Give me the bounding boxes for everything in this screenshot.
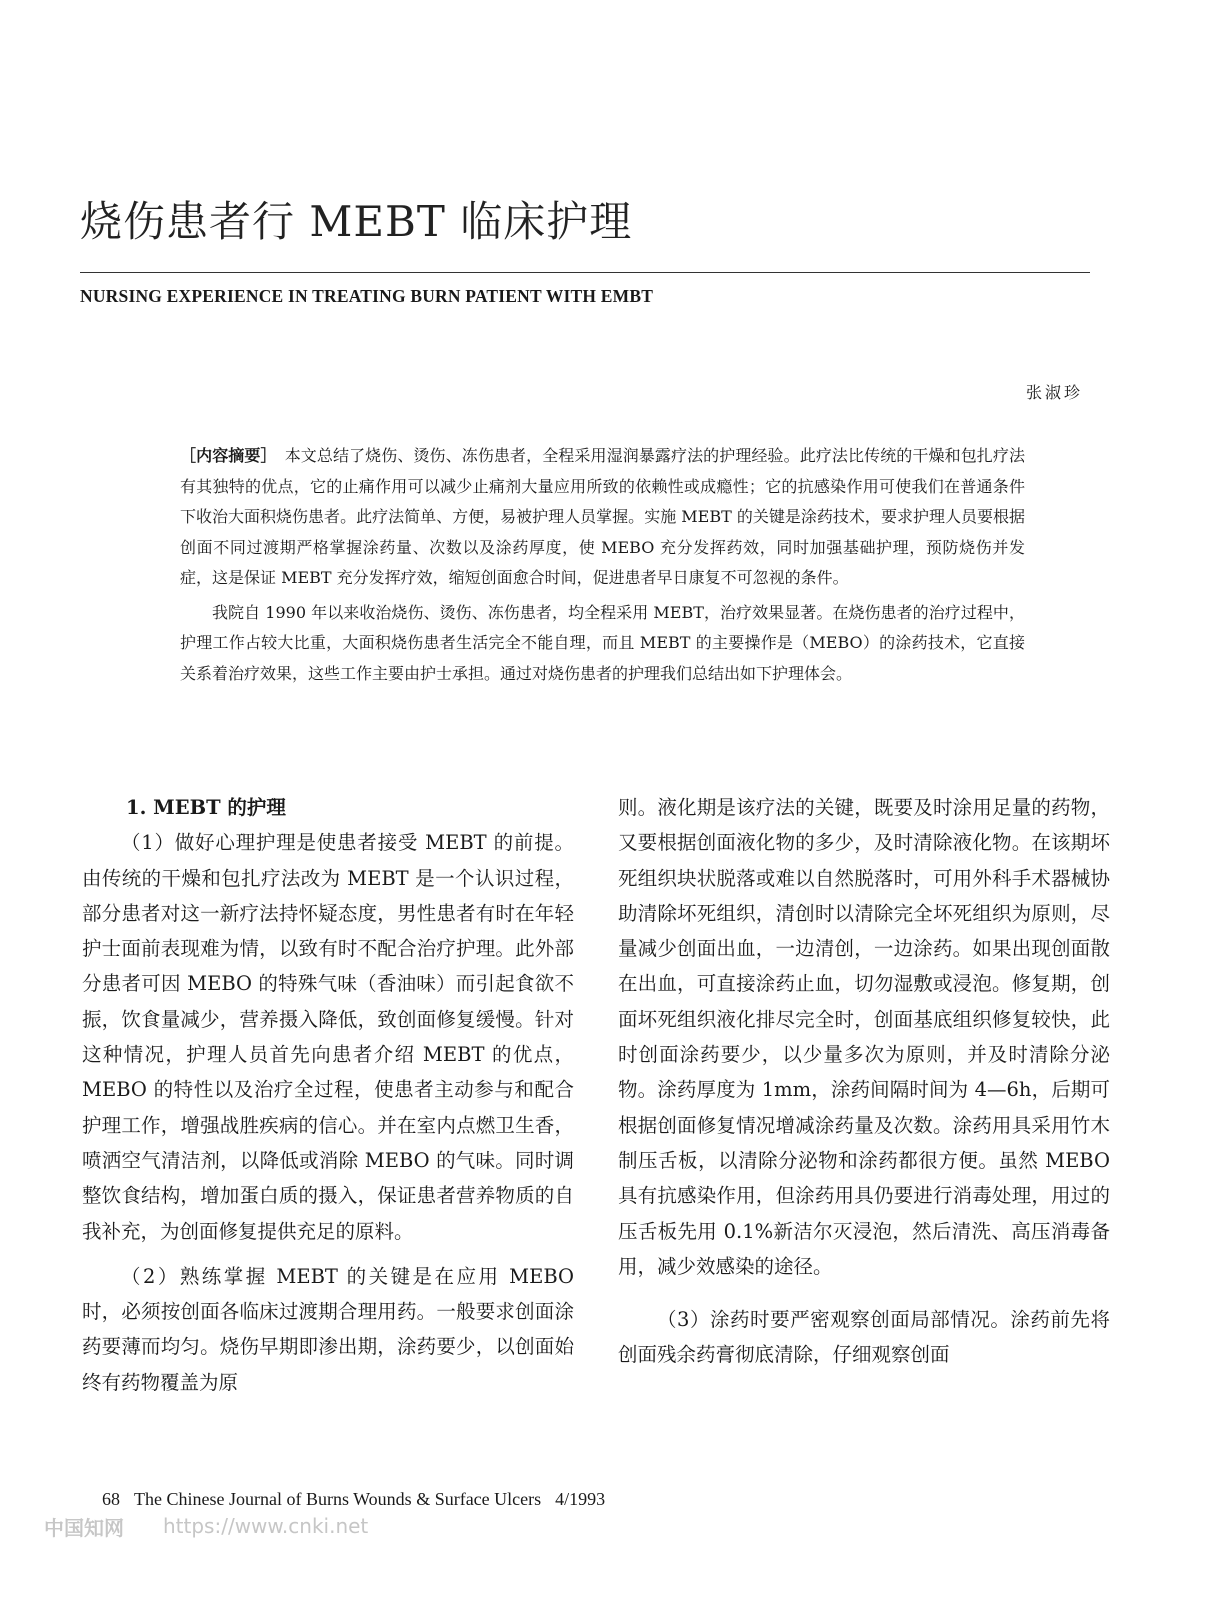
author-name: 张淑珍 bbox=[1026, 383, 1084, 402]
title-divider bbox=[80, 272, 1090, 273]
body-paragraph-1: （1）做好心理护理是使患者接受 MEBT 的前提。由传统的干燥和包扎疗法改为 MEBT 是一个认识过程，部分患者对这一新疗法持怀疑态度，男性患者有时在年轻护士面前表现难为情，以致有时不配合治疗护理。此外部分患者可因 MEBO 的特殊气味（香油味）而引起食欲不振，饮食量减少，营养摄入降低，致创面修复缓慢。针对这种情况，护理人员首先向患者介绍 MEBT 的优点，MEBO 的特性以及治疗全过程，使患者主动参与和配合护理工作，增强战胜疾病的信心。并在室内点燃卫生香，喷洒空气清洁剂，以降低或消除 MEBO 的气味。同时调整饮食结构，增加蛋白质的摄入，保证患者营养物质的自我补充，为创面修复提供充足的原料。 bbox=[82, 831, 574, 1243]
abstract-paragraph bbox=[180, 441, 1025, 594]
introduction-paragraph: 我院自 1990 年以来收治烧伤、烫伤、冻伤患者，均全程采用 MEBT，治疗效果显著。在烧伤患者的治疗过程中，护理工作占较大比重，大面积烧伤患者生活完全不能自理，而且 MEBT 的主要操作是（MEBO）的涂药技术，它直接关系着治疗效果，这些工作主要由护士承担。通过对烧伤患者的护理我们总结出如下护理体会。 bbox=[180, 602, 1025, 683]
page-number: 68 bbox=[102, 1489, 120, 1509]
section-heading: 1. MEBT 的护理 bbox=[126, 796, 286, 819]
article-title-chinese: 烧伤患者行 MEBT 临床护理 bbox=[80, 197, 633, 246]
page-footer bbox=[102, 1489, 619, 1510]
journal-name: The Chinese Journal of Burns Wounds & Surface Ulcers bbox=[134, 1489, 542, 1509]
body-paragraph-3: （3）涂药时要严密观察创面局部情况。涂药前先将创面残余药膏彻底清除，仔细观察创面 bbox=[618, 1308, 1110, 1367]
body-paragraph-2: （2）熟练掌握 MEBT 的关键是在应用 MEBO 时，必须按创面各临床过渡期合理用药。一般要求创面涂药要薄而均匀。烧伤早期即渗出期，涂药要少，以创面始终有药物覆盖为原 bbox=[82, 1264, 574, 1394]
body-column-right bbox=[618, 790, 1110, 1373]
body-column-left bbox=[82, 790, 574, 1400]
body-paragraph-2-continued: 则。液化期是该疗法的关键，既要及时涂用足量的药物，又要根据创面液化物的多少，及时清除液化物。在该期坏死组织块状脱落或难以自然脱落时，可用外科手术器械协助清除坏死组织，清创时以清除完全坏死组织为原则，尽量减少创面出血，一边清创，一边涂药。如果出现创面散在出血，可直接涂药止血，切勿湿敷或浸泡。修复期，创面坏死组织液化排尽完全时，创面基底组织修复较快，此时创面涂药要少，以少量多次为原则，并及时清除分泌物。涂药厚度为 1mm，涂药间隔时间为 4—6h，后期可根据创面修复情况增减涂药量及次数。涂药用具采用竹木制压舌板，以清除分泌物和涂药都很方便。虽然 MEBO 具有抗感染作用，但涂药用具仍要进行消毒处理，用过的压舌板先用 0.1%新洁尔灭浸泡，然后清洗、高压消毒备用，减少效感染的途径。 bbox=[618, 796, 1110, 1278]
issue-number: 4/1993 bbox=[555, 1489, 606, 1509]
abstract-label: ［内容摘要］ bbox=[180, 446, 269, 465]
watermark-url: https://www.cnki.net bbox=[163, 1514, 369, 1538]
abstract-text: 本文总结了烧伤、烫伤、冻伤患者，全程采用湿润暴露疗法的护理经验。此疗法比传统的干燥和包扎疗法有其独特的优点，它的止痛作用可以减少止痛剂大量应用所致的依赖性或成瘾性；它的抗感染作用可使我们在普通条件下收治大面积烧伤患者。此疗法简单、方便，易被护理人员掌握。实施 MEBT 的关键是涂药技术，要求护理人员要根据创面不同过渡期严格掌握涂药量、次数以及涂药厚度，使 MEBO 充分发挥药效，同时加强基础护理，预防烧伤并发症，这是保证 MEBT 充分发挥疗效，缩短创面愈合时间，促进患者早日康复不可忽视的条件。 bbox=[180, 446, 1025, 587]
article-title-english: NURSING EXPERIENCE IN TREATING BURN PATIENT WITH EMBT bbox=[80, 286, 654, 306]
abstract-block bbox=[180, 441, 1025, 689]
watermark-site-name: 中国知网 bbox=[44, 1516, 124, 1540]
